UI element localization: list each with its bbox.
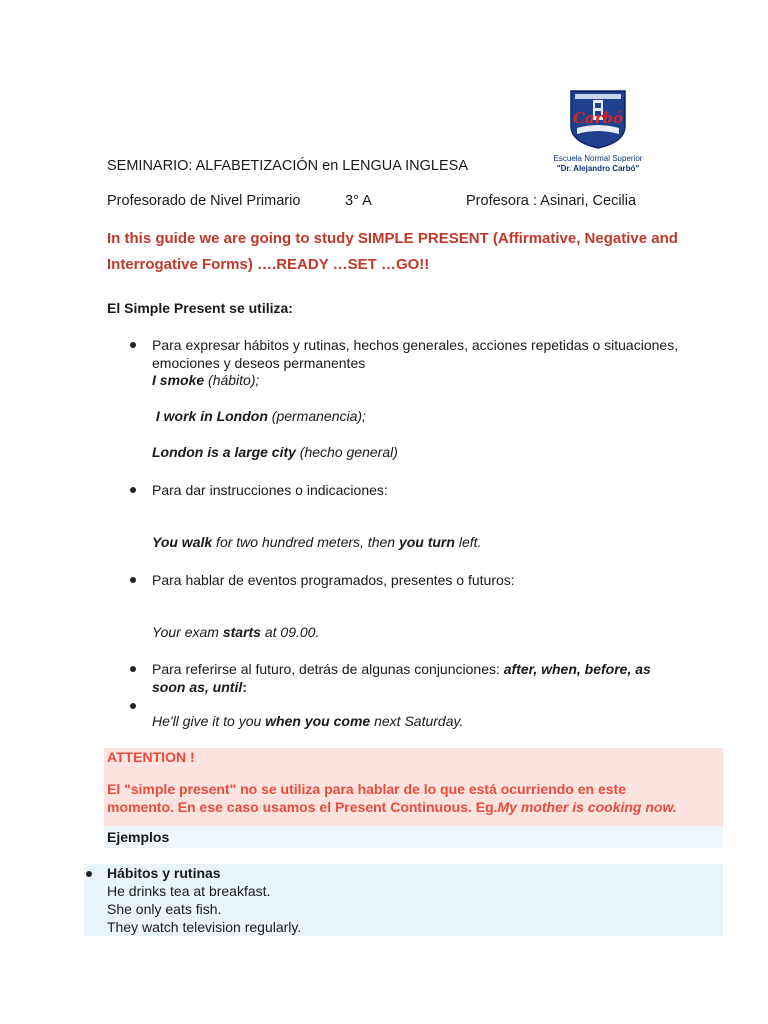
example-habit-bold: I smoke: [152, 372, 205, 388]
habit-example-3: They watch television regularly.: [107, 919, 302, 935]
example-instructions-text-1: for two hundred meters, then: [212, 534, 399, 550]
conjunctions-colon: :: [242, 679, 247, 695]
use-instructions: Para dar instrucciones o indicaciones:: [152, 482, 388, 498]
habits-title: Hábitos y rutinas: [107, 865, 221, 881]
use-future-conjunctions: [152, 660, 722, 696]
bullet-icon: [130, 577, 136, 583]
logo-school-namesake: "Dr. Alejandro Carbó": [556, 164, 640, 173]
program-label: Profesorado de Nivel Primario: [107, 193, 301, 209]
example-scheduled: [152, 624, 319, 640]
example-instructions-bold-2: you turn: [398, 534, 455, 550]
bullet-icon: [130, 703, 136, 709]
attention-title: ATTENTION !: [107, 749, 195, 765]
seminar-title: SEMINARIO: ALFABETIZACIÓN en LENGUA INGLESA: [107, 158, 468, 174]
bullet-icon: [130, 666, 136, 672]
conjunctions-list-2: soon as, until: [152, 679, 243, 695]
examples-heading: Ejemplos: [107, 829, 170, 845]
svg-text:Carbó: Carbó: [572, 109, 624, 127]
example-permanence: [152, 408, 366, 424]
example-permanence-note: (permanencia);: [267, 408, 366, 424]
use-habits-line-1: Para expresar hábitos y rutinas, hechos generales, acciones repetidas o situaciones,: [152, 337, 679, 353]
attention-line-2-italic: My mother is cooking now.: [497, 799, 677, 815]
conjunctions-list-1: after, when, before, as: [503, 661, 651, 677]
example-general-fact-bold: London is a large city: [152, 444, 296, 460]
use-scheduled-events: Para hablar de eventos programados, presentes o futuros:: [152, 572, 515, 588]
example-general-fact: [152, 444, 398, 460]
intro-text: [107, 226, 707, 278]
example-scheduled-text-2: at 09.00.: [260, 624, 320, 640]
attention-body: [107, 780, 722, 816]
example-instructions: [152, 534, 481, 550]
use-habits: [152, 336, 722, 372]
example-permanence-bold: I work in London: [152, 408, 268, 424]
intro-line-2: Interrogative Forms) ….READY …SET …GO!!: [107, 256, 430, 273]
example-habit-note: (hábito);: [204, 372, 260, 388]
attention-line-2-text: momento. En ese caso usamos el Present Continuous. Eg.: [107, 799, 498, 815]
use-future-text: Para referirse al futuro, detrás de algunas conjunciones:: [152, 661, 504, 677]
examples-heading-box: [104, 826, 723, 848]
example-instructions-bold-1: You walk: [152, 534, 213, 550]
example-future: [152, 713, 463, 729]
example-scheduled-text-1: Your exam: [152, 624, 223, 640]
grade-label: 3° A: [345, 193, 372, 209]
logo-school-name: Escuela Normal Superior: [553, 154, 643, 163]
bullet-icon: [130, 342, 136, 348]
intro-line-1: In this guide we are going to study SIMPLE PRESENT (Affirmative, Negative and: [107, 230, 678, 247]
habit-example-1: He drinks tea at breakfast.: [107, 883, 271, 899]
example-future-text-2: next Saturday.: [370, 713, 464, 729]
teacher-label: Profesora : Asinari, Cecilia: [466, 193, 637, 209]
attention-line-1: El "simple present" no se utiliza para hablar de lo que está ocurriendo en este: [107, 781, 626, 797]
example-general-fact-note: (hecho general): [295, 444, 398, 460]
use-habits-line-2: emociones y deseos permanentes: [152, 355, 366, 371]
school-crest-icon: [567, 88, 629, 150]
example-instructions-text-2: left.: [454, 534, 482, 550]
habit-example-2: She only eats fish.: [107, 901, 222, 917]
attention-line-2: [107, 798, 722, 816]
school-logo: [542, 88, 654, 178]
bullet-icon: [130, 487, 136, 493]
section-heading: El Simple Present se utiliza:: [107, 300, 293, 316]
bullet-icon: [86, 871, 92, 877]
example-scheduled-bold: starts: [222, 624, 261, 640]
example-future-text-1: He'll give it to you: [152, 713, 266, 729]
example-future-bold: when you come: [265, 713, 371, 729]
example-habit: [152, 372, 259, 388]
